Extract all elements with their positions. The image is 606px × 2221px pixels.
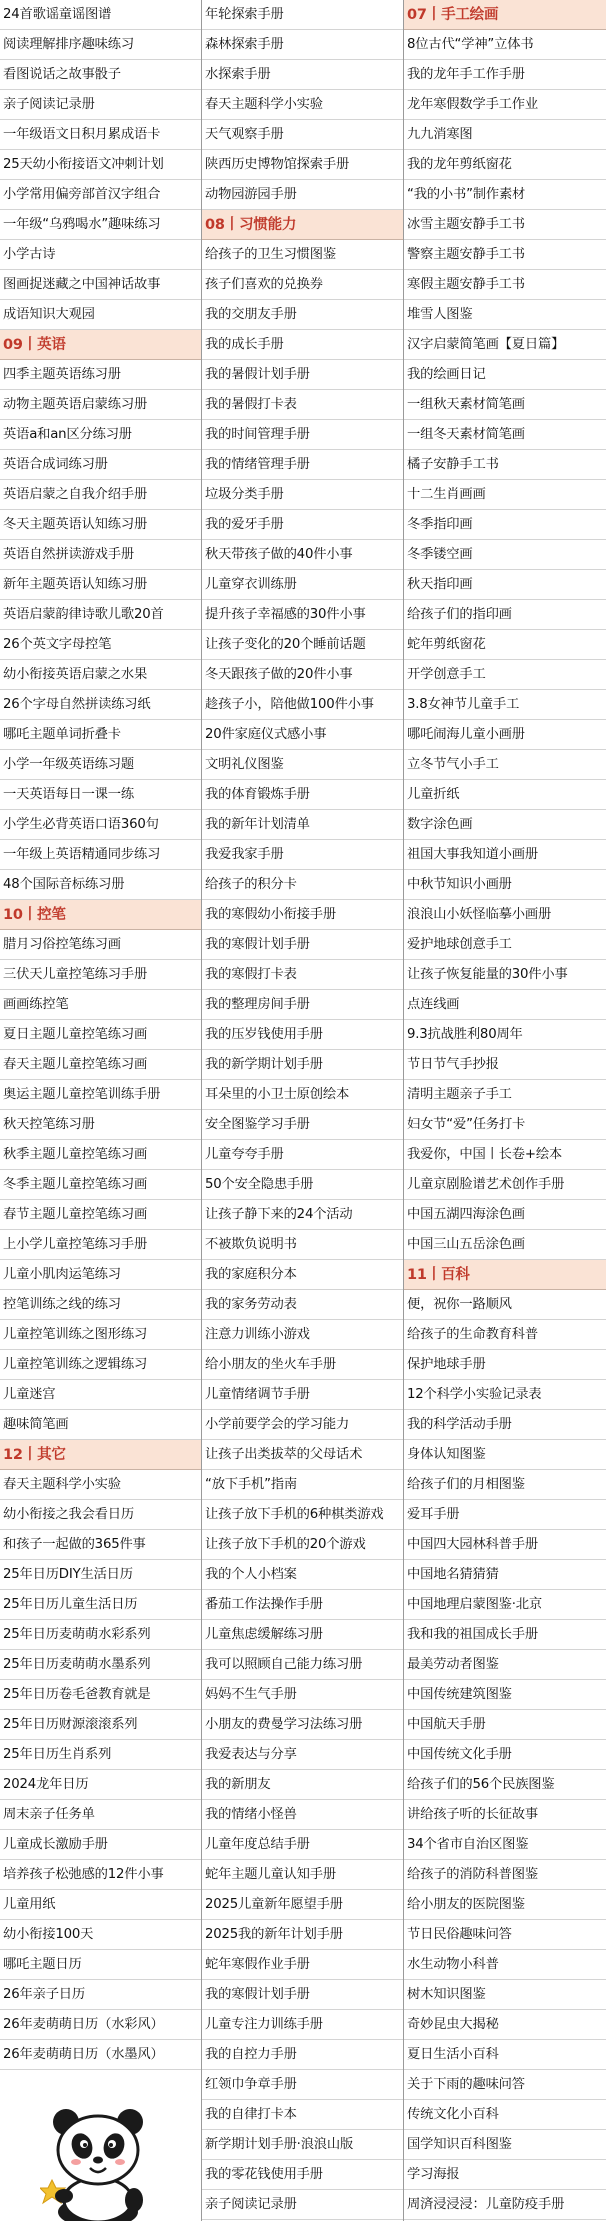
catalog-item[interactable]: 文明礼仪图鉴: [202, 750, 404, 780]
catalog-item[interactable]: 秋天控笔练习册: [0, 1110, 202, 1140]
catalog-item[interactable]: 我的新年计划清单: [202, 810, 404, 840]
catalog-item[interactable]: 九九消寒图: [404, 120, 606, 150]
catalog-item[interactable]: 我的压岁钱使用手册: [202, 1020, 404, 1050]
catalog-item[interactable]: 水生动物小科普: [404, 1950, 606, 1980]
catalog-item[interactable]: 水探索手册: [202, 60, 404, 90]
catalog-item[interactable]: 我的个人小档案: [202, 1560, 404, 1590]
catalog-item[interactable]: 十二生肖画画: [404, 480, 606, 510]
catalog-item[interactable]: 给孩子的积分卡: [202, 870, 404, 900]
catalog-item[interactable]: 妇女节“爱”任务打卡: [404, 1110, 606, 1140]
catalog-item[interactable]: 小学常用偏旁部首汉字组合: [0, 180, 202, 210]
catalog-item[interactable]: 我的整理房间手册: [202, 990, 404, 1020]
catalog-item[interactable]: 25年日历儿童生活日历: [0, 1590, 202, 1620]
catalog-item[interactable]: 我的交朋友手册: [202, 300, 404, 330]
catalog-item[interactable]: 春节主题儿童控笔练习画: [0, 1200, 202, 1230]
catalog-item[interactable]: 25年日历卷毛爸教育就是: [0, 1680, 202, 1710]
catalog-item[interactable]: 2025我的新年计划手册: [202, 1920, 404, 1950]
catalog-item[interactable]: 爱耳手册: [404, 1500, 606, 1530]
catalog-item[interactable]: 和孩子一起做的365件事: [0, 1530, 202, 1560]
catalog-item[interactable]: 幼小衔接英语启蒙之水果: [0, 660, 202, 690]
catalog-item[interactable]: 我的零花钱使用手册: [202, 2160, 404, 2190]
catalog-item[interactable]: 一年级“乌鸦喝水”趣味练习: [0, 210, 202, 240]
catalog-item[interactable]: 中国地名猜猜猜: [404, 1560, 606, 1590]
catalog-item[interactable]: 奇妙昆虫大揭秘: [404, 2010, 606, 2040]
catalog-item[interactable]: 我的新学期计划手册: [202, 1050, 404, 1080]
catalog-item[interactable]: 给孩子们的指印画: [404, 600, 606, 630]
catalog-item[interactable]: 儿童焦虑缓解练习册: [202, 1620, 404, 1650]
catalog-item[interactable]: 给孩子的消防科普图鉴: [404, 1860, 606, 1890]
catalog-item[interactable]: 龙年寒假数学手工作业: [404, 90, 606, 120]
column-divider: [403, 0, 404, 2221]
catalog-item[interactable]: 25天幼小衔接语文冲刺计划: [0, 150, 202, 180]
catalog-item[interactable]: 冬天跟孩子做的20件小事: [202, 660, 404, 690]
catalog-item[interactable]: 幼小衔接之我会看日历: [0, 1500, 202, 1530]
catalog-item[interactable]: 夏日生活小百科: [404, 2040, 606, 2070]
catalog-item[interactable]: 小学前要学会的学习能力: [202, 1410, 404, 1440]
section-header: 11丨百科: [404, 1260, 606, 1290]
catalog-item[interactable]: 春天主题科学小实验: [202, 90, 404, 120]
catalog-item[interactable]: 48个国际音标练习册: [0, 870, 202, 900]
catalog-item[interactable]: 儿童折纸: [404, 780, 606, 810]
catalog-item[interactable]: 我爱你，中国丨长卷+绘本: [404, 1140, 606, 1170]
catalog-item[interactable]: 开学创意手工: [404, 660, 606, 690]
catalog-item[interactable]: 我的自控力手册: [202, 2040, 404, 2070]
catalog-item[interactable]: 寒假主题安静手工书: [404, 270, 606, 300]
catalog-item[interactable]: 小学一年级英语练习题: [0, 750, 202, 780]
catalog-item[interactable]: 汉字启蒙简笔画【夏日篇】: [404, 330, 606, 360]
catalog-item[interactable]: 让孩子变化的20个睡前话题: [202, 630, 404, 660]
column-1: [0, 0, 202, 2221]
catalog-item[interactable]: 中国四大园林科普手册: [404, 1530, 606, 1560]
catalog-item[interactable]: 一组冬天素材简笔画: [404, 420, 606, 450]
catalog-item[interactable]: 冬季镂空画: [404, 540, 606, 570]
catalog-item[interactable]: 我的新朋友: [202, 1770, 404, 1800]
catalog-item[interactable]: 给小朋友的医院图鉴: [404, 1890, 606, 1920]
catalog-item[interactable]: 我的寒假幼小衔接手册: [202, 900, 404, 930]
catalog-item[interactable]: 中国传统文化手册: [404, 1740, 606, 1770]
catalog-item[interactable]: 我的暑假打卡表: [202, 390, 404, 420]
catalog-item[interactable]: 儿童成长激励手册: [0, 1830, 202, 1860]
catalog-item[interactable]: “我的小书”制作素材: [404, 180, 606, 210]
catalog-item[interactable]: 我的爱牙手册: [202, 510, 404, 540]
catalog-item[interactable]: 我的家庭积分本: [202, 1260, 404, 1290]
catalog-item[interactable]: 学习海报: [404, 2160, 606, 2190]
catalog-item[interactable]: 橘子安静手工书: [404, 450, 606, 480]
catalog-item[interactable]: 我的暑假计划手册: [202, 360, 404, 390]
catalog-item[interactable]: 图画捉迷藏之中国神话故事: [0, 270, 202, 300]
catalog-item[interactable]: 让孩子恢复能量的30件小事: [404, 960, 606, 990]
catalog-item[interactable]: 冬季指印画: [404, 510, 606, 540]
catalog-item[interactable]: 中国航天手册: [404, 1710, 606, 1740]
catalog-item[interactable]: 儿童迷宫: [0, 1380, 202, 1410]
catalog-item[interactable]: 节日节气手抄报: [404, 1050, 606, 1080]
catalog-item[interactable]: 树木知识图鉴: [404, 1980, 606, 2010]
column-2: [202, 0, 404, 2221]
catalog-item[interactable]: 提升孩子幸福感的30件小事: [202, 600, 404, 630]
catalog-item[interactable]: 看图说话之故事骰子: [0, 60, 202, 90]
catalog-item[interactable]: 我的科学活动手册: [404, 1410, 606, 1440]
catalog-item[interactable]: 34个省市自治区图鉴: [404, 1830, 606, 1860]
catalog-item[interactable]: 我的体育锻炼手册: [202, 780, 404, 810]
catalog-item[interactable]: 我的时间管理手册: [202, 420, 404, 450]
catalog-item[interactable]: 26年麦萌萌日历（水墨风）: [0, 2040, 202, 2070]
catalog-item[interactable]: 关于下雨的趣味问答: [404, 2070, 606, 2100]
catalog-item[interactable]: 夏日主题儿童控笔练习画: [0, 1020, 202, 1050]
section-header: 08丨习惯能力: [202, 210, 404, 240]
section-header: 10丨控笔: [0, 900, 202, 930]
catalog-item[interactable]: 我的自律打卡本: [202, 2100, 404, 2130]
catalog-item[interactable]: 我的家务劳动表: [202, 1290, 404, 1320]
catalog-item[interactable]: 清明主题亲子手工: [404, 1080, 606, 1110]
catalog-item[interactable]: 给孩子们的56个民族图鉴: [404, 1770, 606, 1800]
catalog-item[interactable]: 讲给孩子听的长征故事: [404, 1800, 606, 1830]
catalog-item[interactable]: 26个字母自然拼读练习纸: [0, 690, 202, 720]
catalog-item[interactable]: 一组秋天素材简笔画: [404, 390, 606, 420]
catalog-item[interactable]: 动物园游园手册: [202, 180, 404, 210]
catalog-item[interactable]: 冬季主题儿童控笔练习画: [0, 1170, 202, 1200]
catalog-item[interactable]: 2025儿童新年愿望手册: [202, 1890, 404, 1920]
catalog-item[interactable]: 秋天指印画: [404, 570, 606, 600]
section-header: 07丨手工绘画: [404, 0, 606, 30]
catalog-item[interactable]: 浪浪山小妖怪临摹小画册: [404, 900, 606, 930]
column-3: [404, 0, 606, 2221]
catalog-item[interactable]: 立冬节气小手工: [404, 750, 606, 780]
catalog-item[interactable]: “放下手机”指南: [202, 1470, 404, 1500]
catalog-item[interactable]: 让孩子放下手机的6种棋类游戏: [202, 1500, 404, 1530]
catalog-item[interactable]: 红领巾争章手册: [202, 2070, 404, 2100]
catalog-item[interactable]: 我可以照顾自己能力练习册: [202, 1650, 404, 1680]
catalog-item[interactable]: 儿童穿衣训练册: [202, 570, 404, 600]
catalog-item[interactable]: 动物主题英语启蒙练习册: [0, 390, 202, 420]
catalog-item[interactable]: 腊月习俗控笔练习画: [0, 930, 202, 960]
catalog-item[interactable]: 奥运主题儿童控笔训练手册: [0, 1080, 202, 1110]
catalog-item[interactable]: 成语知识大观园: [0, 300, 202, 330]
catalog-item[interactable]: 新年主题英语认知练习册: [0, 570, 202, 600]
catalog-item[interactable]: 耳朵里的小卫士原创绘本: [202, 1080, 404, 1110]
catalog-item[interactable]: 周済浸浸浸：儿童防疫手册: [404, 2190, 606, 2220]
catalog-item[interactable]: 英语自然拼读游戏手册: [0, 540, 202, 570]
catalog-item[interactable]: 25年日历财源滚滚系列: [0, 1710, 202, 1740]
catalog-item[interactable]: 蛇年寒假作业手册: [202, 1950, 404, 1980]
catalog-item[interactable]: 小学生必背英语口语360句: [0, 810, 202, 840]
catalog-item[interactable]: 陕西历史博物馆探索手册: [202, 150, 404, 180]
catalog-item[interactable]: 垃圾分类手册: [202, 480, 404, 510]
catalog-item[interactable]: 我的绘画日记: [404, 360, 606, 390]
catalog-item[interactable]: 堆雪人图鉴: [404, 300, 606, 330]
catalog-item[interactable]: 给孩子们的月相图鉴: [404, 1470, 606, 1500]
catalog-item[interactable]: 天气观察手册: [202, 120, 404, 150]
catalog-item[interactable]: 冰雪主题安静手工书: [404, 210, 606, 240]
catalog-item[interactable]: 新学期计划手册·浪浪山版: [202, 2130, 404, 2160]
catalog-item[interactable]: 给孩子的生命教育科普: [404, 1320, 606, 1350]
catalog-item[interactable]: 控笔训练之线的练习: [0, 1290, 202, 1320]
catalog-item[interactable]: 便，祝你一路顺风: [404, 1290, 606, 1320]
catalog-item[interactable]: 给孩子的卫生习惯图鉴: [202, 240, 404, 270]
catalog-item[interactable]: 我的寒假计划手册: [202, 1980, 404, 2010]
catalog-item[interactable]: 我的寒假打卡表: [202, 960, 404, 990]
catalog-item[interactable]: 亲子阅读记录册: [202, 2190, 404, 2220]
catalog-item[interactable]: 儿童年度总结手册: [202, 1830, 404, 1860]
catalog-item[interactable]: 爱护地球创意手工: [404, 930, 606, 960]
catalog-item[interactable]: 数字涂色画: [404, 810, 606, 840]
catalog-item[interactable]: 最美劳动者图鉴: [404, 1650, 606, 1680]
catalog-item[interactable]: 画画练控笔: [0, 990, 202, 1020]
catalog-item[interactable]: 安全图鉴学习手册: [202, 1110, 404, 1140]
catalog-item[interactable]: 20件家庭仪式感小事: [202, 720, 404, 750]
catalog-item[interactable]: 英语启蒙韵律诗歌儿歌20首: [0, 600, 202, 630]
catalog-item[interactable]: 儿童夸夸手册: [202, 1140, 404, 1170]
catalog-item[interactable]: 给小朋友的坐火车手册: [202, 1350, 404, 1380]
catalog-item[interactable]: 春天主题儿童控笔练习画: [0, 1050, 202, 1080]
catalog-item[interactable]: 哪吒闹海儿童小画册: [404, 720, 606, 750]
catalog-item[interactable]: 儿童情绪调节手册: [202, 1380, 404, 1410]
catalog-item[interactable]: 上小学儿童控笔练习手册: [0, 1230, 202, 1260]
catalog-item[interactable]: 亲子阅读记录册: [0, 90, 202, 120]
catalog-item[interactable]: 25年日历麦萌萌水彩系列: [0, 1620, 202, 1650]
catalog-item[interactable]: 培养孩子松弛感的12件小事: [0, 1860, 202, 1890]
catalog-item[interactable]: 儿童控笔训练之逻辑练习: [0, 1350, 202, 1380]
catalog-item[interactable]: 我爱表达与分享: [202, 1740, 404, 1770]
catalog-item[interactable]: 我的龙年手工作手册: [404, 60, 606, 90]
catalog-item[interactable]: 阅读理解排序趣味练习: [0, 30, 202, 60]
catalog-item[interactable]: 一年级语文日积月累成语卡: [0, 120, 202, 150]
catalog-item[interactable]: 趣味简笔画: [0, 1410, 202, 1440]
catalog-item[interactable]: 8位古代“学神”立体书: [404, 30, 606, 60]
catalog-item[interactable]: 2024龙年日历: [0, 1770, 202, 1800]
catalog-item[interactable]: 英语合成词练习册: [0, 450, 202, 480]
catalog-item[interactable]: 我和我的祖国成长手册: [404, 1620, 606, 1650]
catalog-item[interactable]: 小学古诗: [0, 240, 202, 270]
catalog-item[interactable]: 警察主题安静手工书: [404, 240, 606, 270]
catalog-item[interactable]: 我的龙年剪纸窗花: [404, 150, 606, 180]
catalog-item[interactable]: 保护地球手册: [404, 1350, 606, 1380]
catalog-item[interactable]: 儿童控笔训练之图形练习: [0, 1320, 202, 1350]
catalog-item[interactable]: 身体认知图鉴: [404, 1440, 606, 1470]
catalog-item[interactable]: 春天主题科学小实验: [0, 1470, 202, 1500]
catalog-item[interactable]: 我的情绪管理手册: [202, 450, 404, 480]
catalog-item[interactable]: 26个英文字母控笔: [0, 630, 202, 660]
catalog-item[interactable]: 年轮探索手册: [202, 0, 404, 30]
catalog-item[interactable]: 蛇年剪纸窗花: [404, 630, 606, 660]
catalog-item[interactable]: 冬天主题英语认知练习册: [0, 510, 202, 540]
catalog-item[interactable]: 让孩子放下手机的20个游戏: [202, 1530, 404, 1560]
column-divider: [201, 0, 202, 2221]
section-header: 09丨英语: [0, 330, 202, 360]
catalog-item[interactable]: 儿童用纸: [0, 1890, 202, 1920]
catalog-item[interactable]: 中国三山五岳涂色画: [404, 1230, 606, 1260]
catalog-item[interactable]: 哪吒主题日历: [0, 1950, 202, 1980]
catalog-item[interactable]: 26年麦萌萌日历（水彩风）: [0, 2010, 202, 2040]
catalog-item[interactable]: 我的情绪小怪兽: [202, 1800, 404, 1830]
catalog-item[interactable]: 中国地理启蒙图鉴·北京: [404, 1590, 606, 1620]
catalog-item[interactable]: 26年亲子日历: [0, 1980, 202, 2010]
catalog-item[interactable]: 幼小衔接100天: [0, 1920, 202, 1950]
catalog-item[interactable]: 儿童专注力训练手册: [202, 2010, 404, 2040]
catalog-item[interactable]: 番茄工作法操作手册: [202, 1590, 404, 1620]
catalog-item[interactable]: 12个科学小实验记录表: [404, 1380, 606, 1410]
catalog-item[interactable]: 森林探索手册: [202, 30, 404, 60]
catalog-item[interactable]: 注意力训练小游戏: [202, 1320, 404, 1350]
section-header: 12丨其它: [0, 1440, 202, 1470]
catalog-item[interactable]: 中秋节知识小画册: [404, 870, 606, 900]
catalog-item[interactable]: 一年级上英语精通同步练习: [0, 840, 202, 870]
catalog-item[interactable]: 妈妈不生气手册: [202, 1680, 404, 1710]
catalog-item[interactable]: 祖国大事我知道小画册: [404, 840, 606, 870]
catalog-item[interactable]: 一天英语每日一课一练: [0, 780, 202, 810]
catalog-item[interactable]: 儿童小肌肉运笔练习: [0, 1260, 202, 1290]
catalog-item[interactable]: 哪吒主题单词折叠卡: [0, 720, 202, 750]
catalog-item[interactable]: 让孩子静下来的24个活动: [202, 1200, 404, 1230]
catalog-item[interactable]: 3.8女神节儿童手工: [404, 690, 606, 720]
catalog-item[interactable]: 趁孩子小，陪他做100件小事: [202, 690, 404, 720]
catalog-item[interactable]: 50个安全隐患手册: [202, 1170, 404, 1200]
catalog-item[interactable]: 小朋友的费曼学习法练习册: [202, 1710, 404, 1740]
catalog-item[interactable]: 周末亲子任务单: [0, 1800, 202, 1830]
catalog-item[interactable]: 24首歌谣童谣图谱: [0, 0, 202, 30]
catalog-item[interactable]: 孩子们喜欢的兑换券: [202, 270, 404, 300]
catalog-item[interactable]: 英语启蒙之自我介绍手册: [0, 480, 202, 510]
catalog-item[interactable]: 我爱我家手册: [202, 840, 404, 870]
catalog-item[interactable]: 三伏天儿童控笔练习手册: [0, 960, 202, 990]
catalog-item[interactable]: 中国传统建筑图鉴: [404, 1680, 606, 1710]
catalog-item[interactable]: 让孩子出类拔萃的父母话术: [202, 1440, 404, 1470]
catalog-item[interactable]: 节日民俗趣味问答: [404, 1920, 606, 1950]
catalog-item[interactable]: 25年日历麦萌萌水墨系列: [0, 1650, 202, 1680]
catalog-item[interactable]: 我的寒假计划手册: [202, 930, 404, 960]
catalog-item[interactable]: 25年日历DIY生活日历: [0, 1560, 202, 1590]
catalog-item[interactable]: 秋天带孩子做的40件小事: [202, 540, 404, 570]
catalog-item[interactable]: 儿童京剧脸谱艺术创作手册: [404, 1170, 606, 1200]
catalog-item[interactable]: 不被欺负说明书: [202, 1230, 404, 1260]
catalog-item[interactable]: 我的成长手册: [202, 330, 404, 360]
catalog-item[interactable]: 四季主题英语练习册: [0, 360, 202, 390]
catalog-item[interactable]: 传统文化小百科: [404, 2100, 606, 2130]
catalog-item[interactable]: 中国五湖四海涂色画: [404, 1200, 606, 1230]
catalog-item[interactable]: 点连线画: [404, 990, 606, 1020]
catalog-item[interactable]: 25年日历生肖系列: [0, 1740, 202, 1770]
catalog-item[interactable]: 9.3抗战胜利80周年: [404, 1020, 606, 1050]
catalog-item[interactable]: 英语a和an区分练习册: [0, 420, 202, 450]
panda-mascot-icon: [40, 2100, 156, 2221]
catalog-item[interactable]: 秋季主题儿童控笔练习画: [0, 1140, 202, 1170]
catalog-item[interactable]: 蛇年主题儿童认知手册: [202, 1860, 404, 1890]
catalog-item[interactable]: 国学知识百科图鉴: [404, 2130, 606, 2160]
